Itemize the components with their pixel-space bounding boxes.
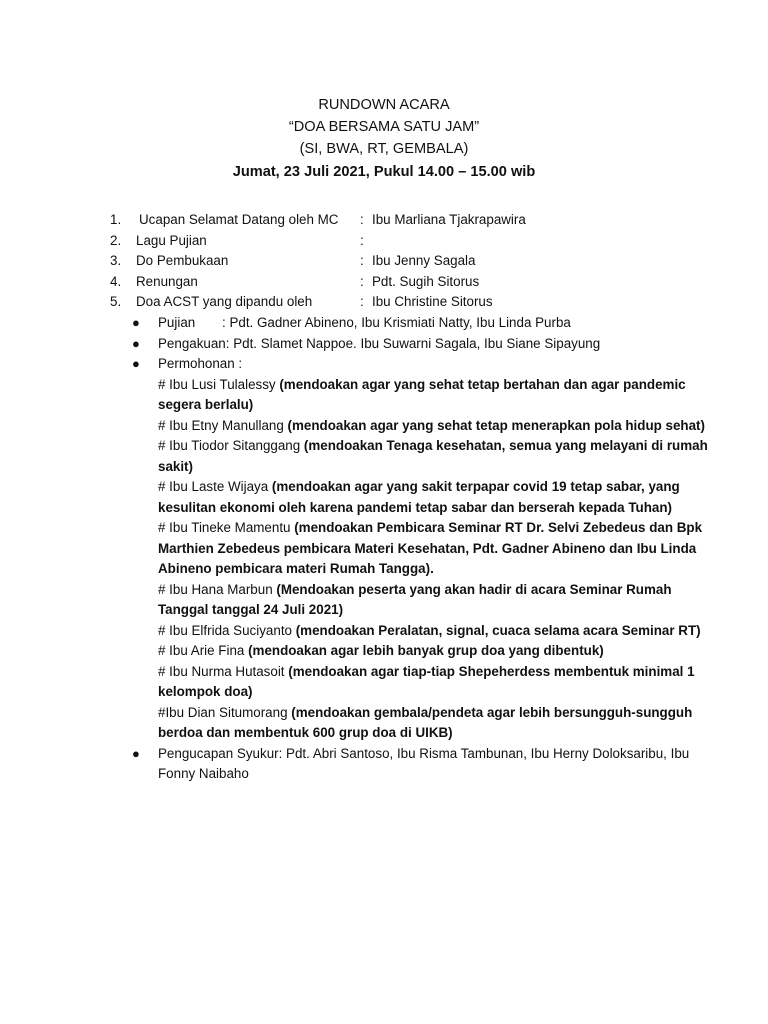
bullet-dot-icon: ●: [132, 745, 140, 761]
agenda-list: [110, 210, 730, 313]
bullet-pengakuan: [130, 334, 720, 355]
agenda-colon: :: [360, 294, 364, 309]
prayer-request: [158, 518, 720, 580]
prayer-section: [130, 313, 720, 785]
agenda-item: [110, 272, 730, 293]
agenda-number: 3.: [110, 253, 122, 268]
agenda-number: 4.: [110, 273, 122, 289]
prayer-request: [158, 580, 720, 621]
agenda-item: [110, 210, 730, 231]
agenda-value: Ibu Christine Sitorus: [372, 294, 493, 309]
prayer-request: [158, 662, 720, 703]
request-leader: # Ibu Elfrida Suciyanto: [158, 622, 296, 638]
agenda-item: [110, 292, 730, 313]
agenda-label: Renungan: [136, 273, 198, 289]
agenda-item: [110, 231, 730, 252]
request-leader: # Ibu Nurma Hutasoit: [158, 663, 289, 679]
request-topic: (mendoakan agar yang sehat tetap menerapkan pola hidup sehat): [287, 417, 705, 433]
prayer-request: [158, 621, 720, 642]
prayer-request: [158, 703, 720, 744]
agenda-number: 5.: [110, 294, 122, 309]
request-topic: (mendoakan agar tiap-tiap Shepeherdess membentuk minimal 1 kelompok doa): [158, 663, 695, 699]
doc-title: RUNDOWN ACARA: [318, 97, 450, 113]
pujian-value: : Pdt. Gadner Abineno, Ibu Krismiati Natty, Ibu Linda Purba: [222, 315, 571, 330]
prayer-request: [158, 436, 720, 477]
agenda-value: Pdt. Sugih Sitorus: [372, 273, 480, 289]
agenda-colon: :: [360, 253, 364, 268]
prayer-request: [158, 375, 720, 416]
bullet-permohonan: [130, 354, 720, 744]
request-topic: (mendoakan Pembicara Seminar RT Dr. Selvi Zebedeus dan Bpk Marthien Zebedeus pembicara Materi Kesehatan, Pdt. Gadner Abineno dan Ibu Linda Abineno pembicara materi Rumah Tangga).: [158, 520, 703, 576]
agenda-label: Ucapan Selamat Datang oleh MC: [139, 212, 339, 227]
request-leader: # Ibu Etny Manullang: [158, 417, 288, 433]
bullet-dot-icon: ●: [132, 335, 140, 351]
request-topic: (mendoakan gembala/pendeta agar lebih bersungguh-sungguh berdoa dan membentuk 600 grup doa di UIKB): [158, 704, 693, 740]
request-leader: # Ibu Tineke Mamentu: [158, 520, 295, 535]
agenda-colon: :: [360, 212, 364, 227]
request-topic: (mendoakan Peralatan, signal, cuaca selama acara Seminar RT): [295, 622, 701, 638]
permohonan-title: Permohonan :: [158, 356, 243, 371]
syukur-text: Pengucapan Syukur: Pdt. Abri Santoso, Ibu Risma Tambunan, Ibu Herny Doloksaribu, Ibu Fonny Naibaho: [158, 745, 690, 781]
request-topic: (mendoakan agar yang sakit terpapar covid 19 tetap sabar, yang kesulitan ekonomi oleh karena pandemi tetap sabar dan berserah kepada Tuhan): [158, 479, 680, 515]
document-header: [0, 94, 768, 183]
pengakuan-text: Pengakuan: Pdt. Slamet Nappoe. Ibu Suwarni Sagala, Ibu Siane Sipayung: [158, 335, 601, 351]
request-topic: (mendoakan agar yang sehat tetap bertahan dan agar pandemic segera berlalu): [158, 376, 686, 412]
agenda-value: Ibu Jenny Sagala: [372, 253, 476, 268]
agenda-number: 1.: [110, 212, 122, 227]
prayer-request: [158, 416, 720, 437]
bullet-syukur: [130, 744, 720, 785]
agenda-value: Ibu Marliana Tjakrapawira: [372, 212, 526, 227]
request-topic: (mendoakan agar lebih banyak grup doa yang dibentuk): [248, 643, 604, 658]
request-topic: (Mendoakan peserta yang akan hadir di acara Seminar Rumah Tanggal tanggal 24 Juli 2021): [158, 581, 672, 617]
bullet-pujian: [130, 313, 720, 334]
pujian-label: Pujian: [158, 315, 196, 330]
prayer-request: [158, 641, 720, 662]
request-leader: #Ibu Dian Situmorang: [158, 704, 292, 720]
agenda-colon: :: [360, 273, 364, 289]
request-leader: # Ibu Lusi Tulalessy: [158, 376, 280, 392]
event-date: Jumat, 23 Juli 2021, Pukul 14.00 – 15.00 wib: [232, 164, 536, 180]
request-topic: (mendoakan Tenaga kesehatan, semua yang melayani di rumah sakit): [158, 438, 708, 474]
request-leader: # Ibu Tiodor Sitanggang: [158, 438, 304, 453]
event-groups: (SI, BWA, RT, GEMBALA): [299, 141, 469, 157]
event-title: “DOA BERSAMA SATU JAM”: [288, 119, 480, 135]
agenda-item: [110, 251, 730, 272]
agenda-number: 2.: [110, 232, 122, 248]
request-leader: # Ibu Laste Wijaya: [158, 479, 272, 494]
agenda-colon: :: [360, 232, 364, 248]
agenda-label: Do Pembukaan: [136, 253, 229, 268]
bullet-dot-icon: ●: [132, 356, 140, 371]
agenda-label: Doa ACST yang dipandu oleh: [136, 294, 313, 309]
prayer-request: [158, 477, 720, 518]
bullet-dot-icon: ●: [132, 315, 140, 330]
request-leader: # Ibu Hana Marbun: [158, 581, 277, 597]
agenda-label: Lagu Pujian: [136, 232, 207, 248]
request-leader: # Ibu Arie Fina: [158, 643, 249, 658]
